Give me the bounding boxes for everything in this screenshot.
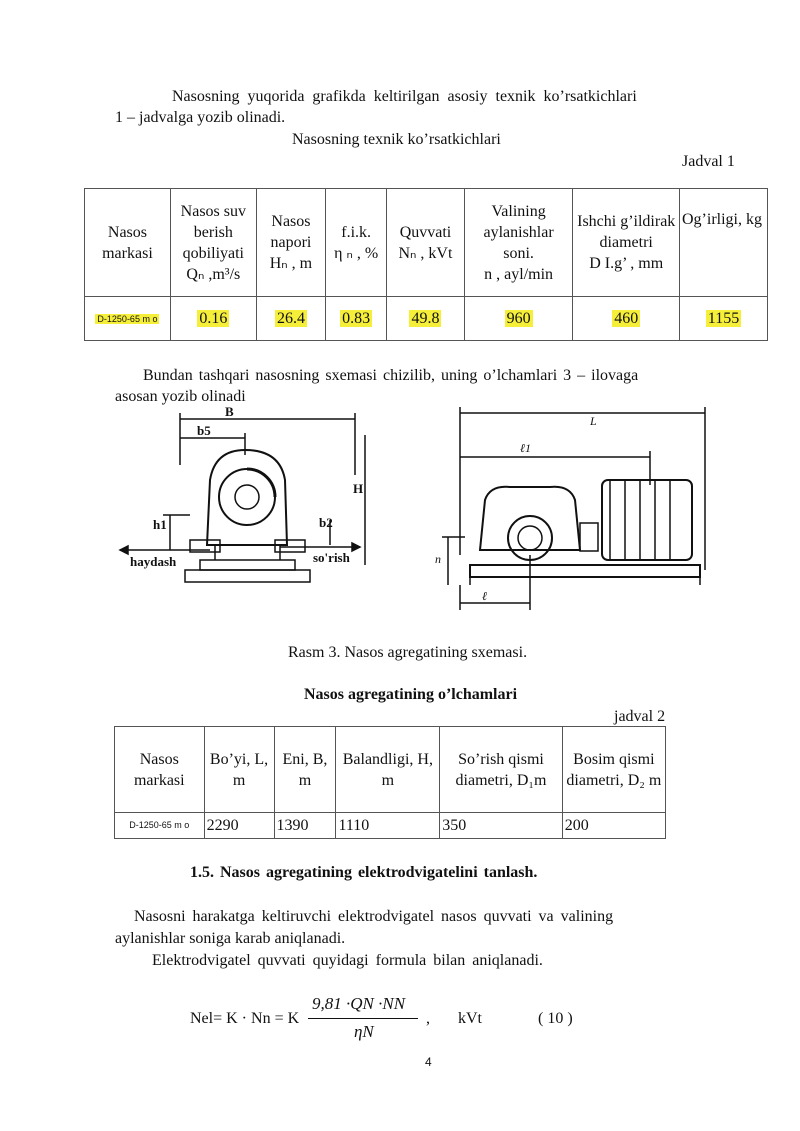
- label-l1: ℓ1: [520, 441, 531, 455]
- cell-pump-model: D-1250-65 m o: [115, 813, 205, 839]
- cell-impeller-diameter: 460: [573, 297, 680, 341]
- intro-line-2: 1 – jadvalga yozib olinadi.: [115, 109, 286, 126]
- section-line-1: Nasosni harakatga keltiruvchi elektrodvigatel nasos quvvati va valining: [134, 908, 614, 925]
- label-L: L: [590, 414, 597, 428]
- table-header-row: [115, 727, 666, 813]
- header-cell: Bo’yi, L, m: [204, 727, 274, 813]
- dimensions-table: [114, 726, 666, 839]
- cell-head: 26.4: [256, 297, 325, 341]
- header-cell: So’rish qismi diametri, D₁m: [440, 727, 562, 813]
- label-l: ℓ: [482, 589, 487, 603]
- table1-label: Jadval 1: [682, 153, 735, 170]
- intro-line-1: Nasosning yuqorida grafikda keltirilgan asosiy texnik ko’rsatkichlari: [172, 88, 637, 105]
- section-line-2: aylanishlar soniga karab aniqlanadi.: [115, 930, 346, 947]
- label-B: B: [225, 405, 234, 419]
- formula-denominator: ηN: [354, 1022, 374, 1041]
- cell-rpm: 960: [464, 297, 573, 341]
- cell-length: 2290: [204, 813, 274, 839]
- label-H: H: [353, 481, 364, 496]
- formula-numerator: 9,81 ·QN ·NN: [312, 994, 406, 1013]
- pump-side-view-drawing: [430, 405, 715, 615]
- cell-suction-diameter: 350: [440, 813, 562, 839]
- label-b5: b5: [197, 423, 211, 438]
- formula-fraction-bar: [308, 1018, 418, 1019]
- section-heading: 1.5. Nasos agregatining elektrodvigatelini tanlash.: [190, 864, 538, 881]
- header-cell: Valining aylanishlar soni. n , ayl/min: [464, 189, 573, 297]
- header-cell: Eni, B, m: [274, 727, 336, 813]
- table2-title: Nasos agregatining o’lchamlari: [304, 686, 518, 703]
- header-cell: Ishchi g’ildirak diametri D I.g’ , mm: [573, 189, 680, 297]
- technical-specs-table: [84, 188, 768, 341]
- label-n: n: [435, 552, 441, 566]
- header-cell: Balandligi, H, m: [336, 727, 440, 813]
- cell-width: 1390: [274, 813, 336, 839]
- label-b2: b2: [319, 515, 333, 530]
- header-cell: Nasos markasi: [115, 727, 205, 813]
- header-cell: Nasos napori Hₙ , m: [256, 189, 325, 297]
- header-cell: f.i.k. η ₙ , %: [326, 189, 387, 297]
- formula-number: ( 10 ): [538, 1010, 573, 1027]
- header-cell: Og’irligi, kg: [680, 189, 768, 297]
- para2-line-1: Bundan tashqari nasosning sxemasi chizilib, uning o’lchamlari 3 – ilovaga: [143, 367, 639, 384]
- table-header-row: [85, 189, 768, 297]
- cell-height: 1110: [336, 813, 440, 839]
- cell-power: 49.8: [387, 297, 465, 341]
- header-cell: Bosim qismi diametri, D₂ m: [562, 727, 665, 813]
- section-line-3: Elektrodvigatel quvvati quyidagi formula bilan aniqlanadi.: [152, 952, 543, 969]
- page-number: 4: [425, 1055, 432, 1069]
- table2-label: jadval 2: [614, 708, 666, 725]
- table-row: [115, 813, 666, 839]
- cell-efficiency: 0.83: [326, 297, 387, 341]
- figure-caption: Rasm 3. Nasos agregatining sxemasi.: [288, 644, 528, 661]
- table1-title: Nasosning texnik ko’rsatkichlari: [292, 131, 501, 148]
- label-h1: h1: [153, 517, 167, 532]
- pump-front-view-drawing: [115, 405, 385, 610]
- formula-lhs: Nel= K · Nn = K: [190, 1010, 300, 1027]
- cell-pressure-diameter: 200: [562, 813, 665, 839]
- formula-unit: kVt: [458, 1010, 482, 1027]
- cell-weight: 1155: [680, 297, 768, 341]
- para2-line-2: asosan yozib olinadi: [115, 388, 246, 405]
- label-sorish: so'rish: [313, 550, 350, 565]
- formula: Nel= K · Nn = K 9,81 ·QN ·NN ηN , kVt ( 10 ): [190, 994, 573, 1041]
- cell-flow: 0.16: [170, 297, 256, 341]
- table-row: [85, 297, 768, 341]
- cell-pump-model: D-1250-65 m o: [85, 297, 171, 341]
- header-cell: Nasos suv berish qobiliyati Qₙ ,m³/s: [170, 189, 256, 297]
- header-cell: Quvvati Nₙ , kVt: [387, 189, 465, 297]
- header-cell: Nasos markasi: [85, 189, 171, 297]
- label-haydash: haydash: [130, 554, 177, 569]
